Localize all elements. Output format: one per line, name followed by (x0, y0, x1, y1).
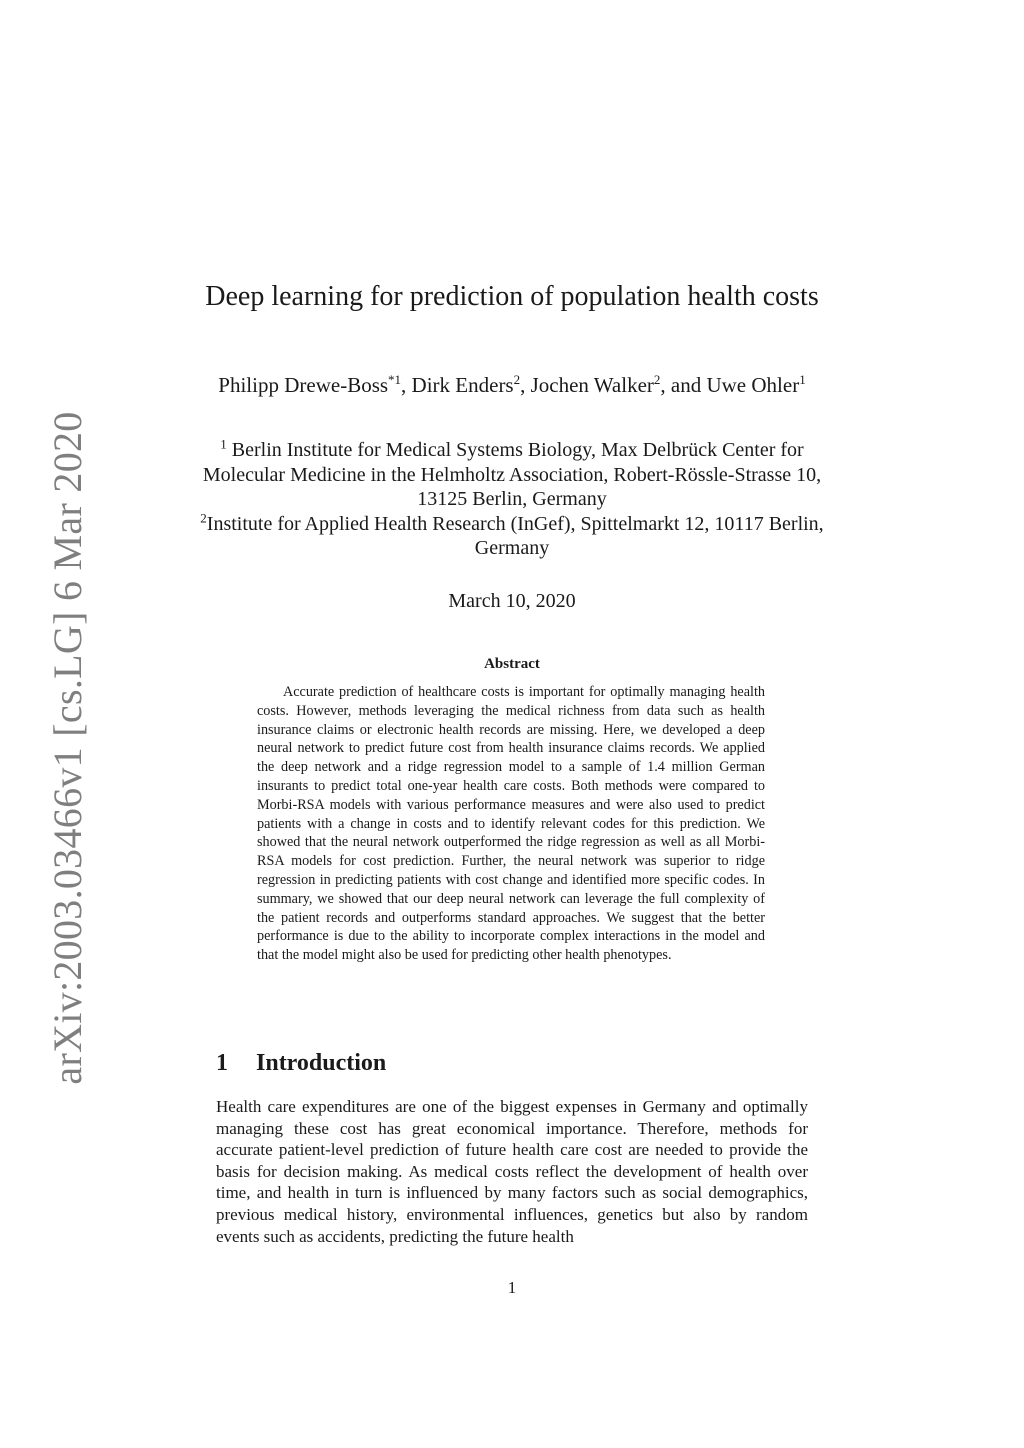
affiliations (200, 438, 824, 561)
affiliation-mark: *1 (388, 372, 402, 387)
author-name: , and Uwe Ohler (660, 373, 800, 397)
affiliation-text: Institute for Applied Health Research (InGef), Spittelmarkt 12, 10117 Berlin, Germany (206, 512, 824, 559)
section-title: Introduction (256, 1050, 387, 1076)
affiliation-mark: 2 (513, 372, 521, 387)
affiliation-2 (200, 509, 824, 561)
affiliation-mark: 2 (653, 372, 661, 387)
arxiv-identifier: arXiv:2003.03466v1 [cs.LG] 6 Mar 2020 (45, 411, 90, 1085)
section-text: Health care expenditures are one of the biggest expenses in Germany and optimally managing these cost has great economical importance. Therefore, methods for accurate patient-level prediction of future health care cost are needed to provide the basis for decision making. As medical costs reflect the development of health over time, and health in turn is influenced by many factors such as social demographics, previous medical history, environmental influences, genetics but also by random events such as accidents, predicting the future health (216, 1097, 808, 1246)
page-number: 1 (507, 1278, 517, 1297)
affiliation-mark: 1 (220, 436, 227, 452)
paper-title: Deep learning for prediction of population health costs (205, 281, 819, 312)
abstract-text: Accurate prediction of healthcare costs is important for optimally managing health costs. However, methods leveraging the medical richness from data such as health insurance claims or electronic health records are missing. Here, we developed a deep neural network to predict future cost from health insurance claims records. We applied the deep network and a ridge regression model to a sample of 1.4 million German insurants to predict total one-year health care costs. Both methods were compared to Morbi-RSA models with various performance measures and were also used to predict patients with a change in costs and to identify relevant codes for this prediction. We showed that the neural network outperformed the ridge regression as well as all Morbi-RSA models for cost prediction. Further, the neural network was superior to ridge regression in predicting patients with cost change and identified more specific codes. In summary, we showed that our deep neural network can leverage the full complexity of the patient records and outperforms standard approaches. We suggest that the better performance is due to the ability to incorporate complex interactions in the model and that the model might also be used for predicting other health phenotypes. (257, 684, 765, 964)
author-list (200, 372, 824, 399)
author-name: Philipp Drewe-Boss (218, 373, 389, 397)
publication-date: March 10, 2020 (448, 590, 576, 612)
affiliation-mark: 1 (799, 372, 806, 387)
section-heading (216, 1050, 386, 1077)
affiliation-mark: 2 (200, 509, 207, 525)
affiliation-1 (200, 438, 824, 512)
abstract-heading: Abstract (484, 656, 540, 672)
author-name: , Dirk Enders (401, 373, 514, 397)
affiliation-text: Berlin Institute for Medical Systems Biology, Max Delbrück Center for Molecular Medicine in the Helmholtz Association, Robert-Rössle-Strasse 10, 13125 Berlin, Germany (202, 439, 822, 510)
section-number: 1 (216, 1050, 228, 1076)
author-name: , Jochen Walker (520, 373, 654, 397)
